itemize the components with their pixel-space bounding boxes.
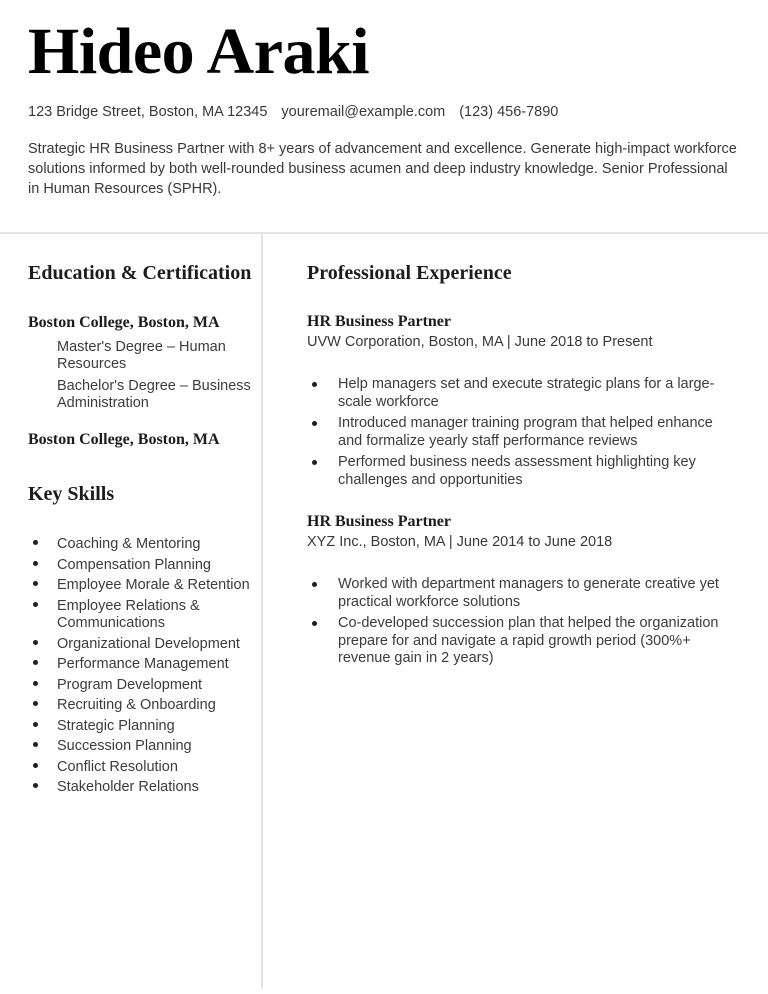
degree-item: Master's Degree – Human Resources [57, 339, 226, 372]
job-meta: XYZ Inc., Boston, MA | June 2014 to June 2018 [307, 534, 613, 550]
job-bullet-list [307, 376, 738, 489]
resume-header [0, 0, 768, 232]
skill-label: Succession Planning [57, 738, 192, 754]
skills-list [28, 534, 257, 798]
bullet-icon [33, 742, 38, 747]
skill-label: Performance Management [57, 656, 229, 672]
job-bullet-text: Help managers set and execute strategic plans for a large-scale workforce [338, 376, 715, 410]
skill-item [28, 716, 257, 737]
contact-phone: (123) 456-7890 [459, 104, 559, 121]
contact-row [28, 104, 738, 120]
bullet-icon [33, 763, 38, 768]
experience-heading: Professional Experience [307, 262, 512, 284]
job-bullet-text: Co-developed succession plan that helped the organization prepare for and navigate a rapid growth period (300%+ revenue gain in 2 years) [338, 615, 719, 666]
education-entry [28, 430, 257, 449]
bullet-icon [33, 581, 38, 586]
job-title: HR Business Partner [307, 313, 451, 330]
skill-item [28, 654, 257, 675]
skill-item [28, 736, 257, 757]
person-name: Hideo Araki [28, 15, 370, 88]
education-heading: Education & Certification [28, 262, 252, 284]
job-bullet-text: Performed business needs assessment highlighting key challenges and opportunities [338, 454, 696, 488]
job-entry [307, 512, 738, 668]
skill-item [28, 534, 257, 555]
skill-label: Stakeholder Relations [57, 779, 199, 795]
education-entry [28, 313, 257, 412]
bullet-icon [312, 421, 317, 426]
contact-email: youremail@example.com [281, 104, 446, 121]
skill-label: Recruiting & Onboarding [57, 697, 216, 713]
skill-item [28, 634, 257, 655]
job-bullet-text: Worked with department managers to generate creative yet practical workforce solutions [338, 576, 719, 610]
skill-item [28, 777, 257, 798]
bullet-icon [33, 640, 38, 645]
bullet-icon [312, 582, 317, 587]
skill-label: Conflict Resolution [57, 758, 178, 775]
skill-label: Program Development [57, 676, 203, 693]
bullet-icon [33, 660, 38, 665]
degree-item: Bachelor's Degree – Business Administration [57, 378, 251, 411]
contact-address: 123 Bridge Street, Boston, MA 12345 [28, 104, 268, 121]
bullet-icon [33, 561, 38, 566]
bullet-icon [33, 722, 38, 727]
job-bullet-text: Introduced manager training program that helped enhance and formalize yearly staff performance reviews [338, 415, 713, 449]
skill-item [28, 596, 257, 634]
bullet-icon [33, 681, 38, 686]
job-bullet [307, 615, 738, 668]
job-bullet [307, 415, 738, 450]
bullet-icon [33, 602, 38, 607]
skill-item [28, 575, 257, 596]
job-bullet [307, 376, 738, 411]
skill-label: Coaching & Mentoring [57, 536, 201, 552]
bullet-icon [33, 783, 38, 788]
skill-item [28, 555, 257, 576]
bullet-icon [33, 701, 38, 706]
job-meta: UVW Corporation, Boston, MA | June 2018 to Present [307, 334, 653, 350]
skill-item [28, 675, 257, 696]
skill-label: Strategic Planning [57, 717, 175, 734]
skill-label: Compensation Planning [57, 556, 211, 573]
degree-list [28, 339, 257, 412]
job-bullet [307, 576, 738, 611]
bullet-icon [312, 382, 317, 387]
bullet-icon [312, 460, 317, 465]
skill-label: Employee Morale & Retention [57, 577, 250, 593]
skill-item [28, 757, 257, 778]
left-column [0, 234, 263, 988]
job-bullet [307, 454, 738, 489]
skill-item [28, 695, 257, 716]
job-bullet-list [307, 576, 738, 668]
skill-label: Organizational Development [57, 635, 240, 652]
bullet-icon [33, 540, 38, 545]
right-column [263, 234, 768, 988]
institution-name: Boston College, Boston, MA [28, 431, 220, 448]
institution-name: Boston College, Boston, MA [28, 314, 220, 331]
body-columns [0, 234, 768, 988]
summary-text: Strategic HR Business Partner with 8+ years of advancement and excellence. Generate high-impact workforce solutions informed by both well-rounded business acumen and deep industry knowledge. Senior Professional in Human Resources (SPHR). [28, 141, 737, 198]
skills-heading: Key Skills [28, 483, 115, 505]
bullet-icon [312, 621, 317, 626]
job-title: HR Business Partner [307, 513, 451, 530]
job-entry [307, 312, 738, 489]
skill-label: Employee Relations & Communications [57, 597, 200, 631]
